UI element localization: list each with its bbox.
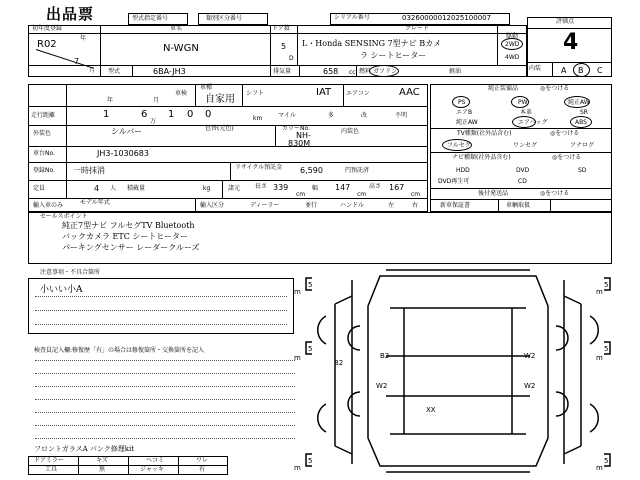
- after-warranty: 新車保証書: [440, 202, 471, 209]
- legend-r1-c2: キズ: [96, 457, 108, 464]
- tv-title: TV種類(社外品含む): [457, 130, 512, 137]
- use-value: 自家用: [205, 94, 235, 105]
- equip-aw: 純正AW: [568, 99, 590, 106]
- equip-aw-circle: [564, 96, 590, 108]
- hei-value: 167: [389, 183, 405, 192]
- tv-circle-note: ◎をつける: [550, 130, 580, 137]
- recycle-value: 6,590: [300, 166, 323, 175]
- model-code: 6BA-JH3: [153, 67, 186, 76]
- inspector-note: 検査員記入欄:修復歴「有」の場合は修復箇所・交換箇所を記入: [34, 347, 205, 354]
- mileage-d1: 1: [103, 109, 110, 120]
- mileage-label: 走行距離: [31, 112, 56, 119]
- navi-sd: SD: [578, 167, 587, 174]
- navi-dvd-play: DVD再生可: [438, 178, 470, 185]
- inner-b-circle: [573, 63, 590, 77]
- diag-5a: 5: [308, 281, 313, 289]
- mark-b2-center: B2: [380, 352, 390, 360]
- wid-label: 幅: [312, 185, 319, 192]
- inspect-year: 年: [107, 97, 114, 104]
- door-count: 5: [281, 42, 287, 51]
- tv-fullseg: フルセグ: [447, 142, 471, 149]
- meter-b: 改: [361, 112, 368, 119]
- grade-label: 評価点: [556, 18, 575, 25]
- meter-a: 多: [328, 112, 335, 119]
- equip-leather: 本革: [520, 109, 533, 116]
- class-num-label: 類別区分番号: [206, 15, 243, 22]
- load-label: 積載量: [127, 185, 146, 192]
- mileage-d2: 6: [141, 109, 148, 120]
- door-sub: D: [289, 55, 294, 62]
- inner-b: B: [578, 66, 584, 75]
- seat-value: 4: [94, 184, 100, 193]
- legend-r2-c3: ジャッキ: [140, 466, 164, 473]
- grade-line2: ラ シートヒーター: [360, 51, 427, 60]
- mileage-d5: 0: [205, 109, 212, 120]
- grade-line1: L・Honda SENSING 7型ナビ Bカメ: [302, 39, 442, 48]
- sales-line2: バックカメラ ETC シートヒーター: [62, 232, 189, 241]
- inner-a: A: [561, 66, 567, 75]
- equip-abs-circle: [570, 116, 592, 128]
- import-kind: 輸入区分: [200, 202, 225, 209]
- color-no-b: 830M: [288, 139, 311, 148]
- tv-oneseg: ワンセグ: [513, 142, 538, 149]
- meter-c: 不明: [395, 112, 408, 119]
- mark-w2-lower-right: W2: [524, 382, 536, 390]
- dim-label: 諸元: [228, 185, 241, 192]
- color-no-label: カラーNo.: [282, 125, 310, 132]
- car-name-label: 車名: [170, 25, 183, 32]
- hei-unit: cm: [411, 191, 421, 198]
- hei-label: 高さ: [369, 183, 382, 190]
- drive-2wd-circle: [501, 38, 523, 50]
- displacement: 658: [323, 67, 339, 76]
- legend-r1-c1: ドアミラー: [34, 457, 64, 464]
- navi-title: ナビ種類(社外品含む): [452, 154, 511, 161]
- equip-abs: ABS: [575, 119, 587, 126]
- drive-label: 駆動: [506, 33, 519, 40]
- drive-4wd: 4WD: [505, 54, 520, 61]
- after-title: 後付発送品: [478, 190, 509, 197]
- first-reg-label: 初年度登録: [32, 25, 63, 32]
- first-reg-year-suffix: 年: [80, 35, 87, 42]
- first-reg-month: 7: [74, 57, 80, 66]
- first-reg-year: R02: [37, 39, 57, 50]
- door-label: ドア数: [272, 25, 290, 32]
- navi-hdd: HDD: [456, 167, 470, 174]
- sales-line1: 純正7型ナビ フルセグTV Bluetooth: [62, 221, 195, 230]
- color-label: 外装色: [33, 130, 52, 137]
- diag-5c: 5: [308, 345, 313, 353]
- mileage-d4: 0: [187, 109, 194, 120]
- mark-b2-left: B2: [334, 359, 344, 367]
- fuel-gas: ガソリン: [373, 68, 398, 75]
- equip-title: 純正装備品: [488, 85, 519, 92]
- equip-pw-circle: [511, 96, 529, 108]
- after-circle-note: ◎をつける: [540, 190, 570, 197]
- disp-unit: cc: [349, 69, 356, 76]
- interior-label: 内装色: [341, 128, 360, 135]
- chassis-value: JH3-1030683: [97, 149, 149, 158]
- import-label: 輸入車のみ: [33, 202, 64, 209]
- mark-xx-rear: XX: [426, 406, 436, 414]
- diag-5b: 5: [604, 281, 609, 289]
- shift-value: IAT: [316, 87, 332, 98]
- shift-label: シフト: [246, 90, 265, 97]
- mileage-mile: マイル: [278, 112, 296, 119]
- equip-pw: PW: [518, 99, 528, 106]
- parallel-label: 並行: [305, 202, 318, 209]
- grade-value: 4: [563, 30, 579, 55]
- equip-circle-note: ◎をつける: [540, 85, 570, 92]
- seat-label: 定員: [33, 185, 46, 192]
- car-name: N-WGN: [163, 43, 199, 54]
- tv-analog: アナログ: [570, 142, 595, 149]
- diag-5f: 5: [604, 457, 609, 465]
- fuel-label: 燃料: [359, 68, 372, 75]
- register-value: 一時抹消: [73, 166, 105, 175]
- diag-m5: m: [294, 464, 301, 472]
- ac-label: エアコン: [346, 90, 370, 97]
- equip-sr: SR: [580, 109, 588, 116]
- equip-ps: PS: [458, 99, 466, 106]
- color-value: シルバー: [111, 127, 143, 136]
- diag-m3: m: [294, 354, 301, 362]
- legend-r1-c3: ヘコミ: [146, 457, 165, 464]
- diag-5d: 5: [604, 345, 609, 353]
- inspect-label: 車検: [175, 90, 188, 97]
- len-label: 長さ: [255, 183, 268, 190]
- diag-5e: 5: [308, 457, 313, 465]
- inner-c: C: [597, 66, 603, 75]
- mileage-man: 万: [150, 118, 157, 125]
- disp-label: 排気量: [273, 68, 292, 75]
- seat-unit: 人: [110, 185, 117, 192]
- diag-m6: m: [596, 464, 603, 472]
- ac-value: AAC: [399, 87, 420, 98]
- fuel-gas-circle: [369, 65, 399, 77]
- type-cert-label: 型式指定番号: [132, 15, 169, 22]
- recycle-label: リサイクル預託金: [235, 164, 283, 171]
- notes-title: 注意事項・不具合箇所: [40, 269, 101, 276]
- equip-aw2: 純正AW: [456, 119, 478, 126]
- load-unit: kg: [203, 185, 211, 192]
- legend-r1-c4: ワレ: [196, 457, 209, 464]
- color-change-label: 色替(元色): [205, 125, 234, 132]
- len-value: 339: [273, 183, 289, 192]
- grade-field-label: グレード: [405, 25, 430, 32]
- car-damage-diagram: [294, 266, 620, 478]
- mark-w2-lower-left: W2: [376, 382, 388, 390]
- equip-ps-circle: [452, 96, 470, 108]
- serial-number: 03260000012025100007: [402, 14, 492, 22]
- wid-unit: cm: [357, 191, 367, 198]
- navi-dvd: DVD: [516, 167, 530, 174]
- color-no-a: NH-: [296, 131, 311, 140]
- register-label: 登録No.: [33, 167, 55, 174]
- recycle-unit: 円預託済: [345, 167, 370, 174]
- equip-airbag: エアバッグ: [518, 119, 548, 126]
- after-manual: 車輌取扱: [506, 202, 531, 209]
- sales-title: セールスポイント: [40, 213, 88, 220]
- equip-airb: エアB: [456, 109, 473, 116]
- doc-title: 出品票: [46, 5, 95, 23]
- inner-label: 内装: [529, 65, 542, 72]
- right-label: 右: [412, 202, 419, 209]
- drive-2wd: 2WD: [505, 41, 520, 48]
- dealer-label: ディーラー: [250, 202, 280, 209]
- equip-airbag-circle: [512, 116, 536, 128]
- legend-r2-c4: 有: [199, 466, 206, 473]
- legend-r2-c1: 工具: [45, 466, 58, 473]
- mileage-d3: 1: [168, 109, 175, 120]
- mileage-unit: km: [253, 115, 263, 122]
- bottom-note: フロントガラスA パンク修理kit: [34, 445, 135, 453]
- wid-value: 147: [335, 183, 351, 192]
- tv-fullseg-circle: [442, 139, 472, 151]
- handle-label: ハンドル: [340, 202, 365, 209]
- chassis-label: 車台No.: [33, 150, 55, 157]
- diag-m1: m: [294, 288, 301, 296]
- first-reg-month-suffix: 月: [89, 67, 96, 74]
- navi-circle-note: ◎をつける: [552, 154, 582, 161]
- serial-label: シリアル番号: [334, 14, 370, 21]
- diag-m4: m: [596, 354, 603, 362]
- fuel-light: 軽油: [449, 68, 462, 75]
- inspect-month: 月: [153, 97, 160, 104]
- diag-m2: m: [596, 288, 603, 296]
- mark-w2-right: W2: [524, 352, 536, 360]
- navi-cd: CD: [518, 178, 527, 185]
- notes-handwritten: 小いい小A: [40, 285, 83, 295]
- model-label: 型式: [108, 68, 121, 75]
- model-year-label: モデル年式: [80, 199, 110, 206]
- use-label: 車種: [200, 84, 213, 91]
- legend-r2-c2: 無: [99, 466, 106, 473]
- sales-line3: パーキングセンサー レーダークルーズ: [62, 243, 200, 252]
- left-label: 左: [388, 202, 395, 209]
- len-unit: cm: [296, 191, 306, 198]
